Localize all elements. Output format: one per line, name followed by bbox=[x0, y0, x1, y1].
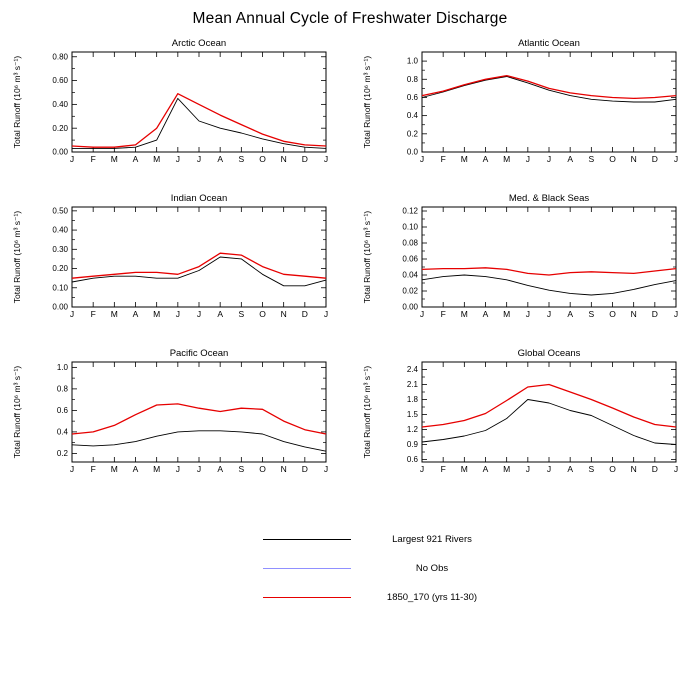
svg-text:A: A bbox=[217, 464, 224, 474]
svg-text:A: A bbox=[482, 464, 489, 474]
svg-text:0.10: 0.10 bbox=[402, 222, 418, 232]
legend-label-largest-rivers: Largest 921 Rivers bbox=[392, 534, 472, 545]
svg-text:M: M bbox=[110, 154, 118, 164]
svg-text:D: D bbox=[651, 464, 658, 474]
svg-text:0.0: 0.0 bbox=[406, 147, 418, 157]
svg-text:M: M bbox=[110, 464, 118, 474]
svg-text:M: M bbox=[153, 154, 161, 164]
svg-text:0.50: 0.50 bbox=[52, 206, 68, 216]
svg-text:M: M bbox=[503, 464, 511, 474]
svg-text:0.20: 0.20 bbox=[52, 123, 68, 133]
svg-text:J: J bbox=[673, 154, 679, 164]
svg-text:J: J bbox=[419, 464, 425, 474]
chart-panel-med-black-seas bbox=[358, 191, 692, 334]
svg-text:S: S bbox=[238, 154, 245, 164]
svg-text:D: D bbox=[301, 464, 308, 474]
svg-text:A: A bbox=[132, 309, 139, 319]
svg-text:N: N bbox=[280, 309, 287, 319]
svg-text:M: M bbox=[110, 309, 118, 319]
svg-text:J: J bbox=[323, 309, 329, 319]
svg-text:M: M bbox=[460, 309, 468, 319]
svg-text:S: S bbox=[588, 309, 595, 319]
svg-text:J: J bbox=[546, 464, 552, 474]
svg-text:J: J bbox=[69, 464, 75, 474]
legend-label-no-obs: No Obs bbox=[415, 563, 449, 574]
chart-arctic-ocean bbox=[8, 36, 342, 174]
svg-text:J: J bbox=[323, 464, 329, 474]
svg-text:N: N bbox=[630, 309, 637, 319]
svg-text:F: F bbox=[90, 154, 96, 164]
svg-text:Total Runoff (10⁶ m³ s⁻¹): Total Runoff (10⁶ m³ s⁻¹) bbox=[362, 55, 372, 149]
svg-text:0.02: 0.02 bbox=[402, 286, 418, 296]
svg-text:0.60: 0.60 bbox=[52, 76, 68, 86]
chart-panel-indian-ocean bbox=[8, 191, 342, 334]
svg-text:F: F bbox=[90, 464, 96, 474]
svg-text:S: S bbox=[238, 464, 245, 474]
svg-text:J: J bbox=[323, 154, 329, 164]
svg-text:J: J bbox=[69, 309, 75, 319]
svg-text:A: A bbox=[217, 154, 224, 164]
svg-text:Pacific Ocean: Pacific Ocean bbox=[169, 348, 229, 359]
svg-text:J: J bbox=[673, 309, 679, 319]
svg-text:Med. & Black Seas: Med. & Black Seas bbox=[508, 193, 590, 204]
svg-text:0.30: 0.30 bbox=[52, 244, 68, 254]
svg-text:Indian Ocean: Indian Ocean bbox=[170, 193, 228, 204]
svg-text:0.00: 0.00 bbox=[402, 302, 418, 312]
svg-text:1.5: 1.5 bbox=[406, 410, 418, 420]
svg-text:0.6: 0.6 bbox=[406, 93, 418, 103]
svg-text:F: F bbox=[440, 154, 446, 164]
svg-text:1.8: 1.8 bbox=[406, 395, 418, 405]
svg-text:0.20: 0.20 bbox=[52, 264, 68, 274]
svg-text:O: O bbox=[609, 309, 616, 319]
svg-text:A: A bbox=[132, 464, 139, 474]
svg-text:0.10: 0.10 bbox=[52, 283, 68, 293]
svg-text:D: D bbox=[301, 154, 308, 164]
svg-text:M: M bbox=[460, 154, 468, 164]
svg-text:J: J bbox=[525, 309, 530, 319]
chart-indian-ocean bbox=[8, 191, 342, 329]
svg-text:N: N bbox=[280, 464, 287, 474]
svg-text:J: J bbox=[419, 154, 425, 164]
svg-text:J: J bbox=[196, 154, 202, 164]
svg-text:Atlantic Ocean: Atlantic Ocean bbox=[518, 38, 580, 49]
svg-text:0.4: 0.4 bbox=[56, 427, 68, 437]
svg-text:M: M bbox=[503, 309, 511, 319]
svg-text:A: A bbox=[482, 309, 489, 319]
legend-row-model-run bbox=[263, 583, 700, 612]
svg-text:O: O bbox=[609, 154, 616, 164]
svg-text:Arctic Ocean: Arctic Ocean bbox=[171, 38, 227, 49]
svg-text:F: F bbox=[440, 309, 446, 319]
legend-label-model-run: 1850_170 (yrs 11-30) bbox=[386, 592, 478, 603]
svg-text:F: F bbox=[440, 464, 446, 474]
svg-text:0.2: 0.2 bbox=[56, 448, 68, 458]
svg-text:0.06: 0.06 bbox=[402, 254, 418, 264]
svg-text:M: M bbox=[460, 464, 468, 474]
svg-text:0.08: 0.08 bbox=[402, 238, 418, 248]
svg-text:J: J bbox=[673, 464, 679, 474]
svg-text:F: F bbox=[90, 309, 96, 319]
svg-text:O: O bbox=[609, 464, 616, 474]
svg-text:J: J bbox=[175, 464, 180, 474]
svg-text:0.80: 0.80 bbox=[52, 52, 68, 62]
svg-text:J: J bbox=[419, 309, 425, 319]
legend-line-black bbox=[263, 539, 351, 540]
svg-text:0.40: 0.40 bbox=[52, 99, 68, 109]
svg-text:A: A bbox=[567, 309, 574, 319]
chart-med-black-seas bbox=[358, 191, 692, 329]
chart-pacific-ocean bbox=[8, 346, 342, 484]
svg-text:M: M bbox=[503, 154, 511, 164]
svg-text:1.0: 1.0 bbox=[406, 56, 418, 66]
svg-text:J: J bbox=[546, 309, 552, 319]
svg-text:J: J bbox=[175, 154, 180, 164]
svg-text:Total Runoff (10⁶ m³ s⁻¹): Total Runoff (10⁶ m³ s⁻¹) bbox=[362, 210, 372, 304]
svg-text:A: A bbox=[567, 464, 574, 474]
svg-text:M: M bbox=[153, 309, 161, 319]
figure-title: Mean Annual Cycle of Freshwater Discharge bbox=[192, 10, 508, 27]
svg-text:J: J bbox=[196, 464, 202, 474]
charts-grid bbox=[0, 36, 700, 489]
svg-text:A: A bbox=[482, 154, 489, 164]
svg-text:J: J bbox=[525, 154, 530, 164]
svg-text:J: J bbox=[525, 464, 530, 474]
svg-text:Global Oceans: Global Oceans bbox=[517, 348, 581, 359]
svg-text:A: A bbox=[567, 154, 574, 164]
svg-text:N: N bbox=[280, 154, 287, 164]
svg-text:J: J bbox=[175, 309, 180, 319]
svg-text:0.6: 0.6 bbox=[406, 455, 418, 465]
svg-text:J: J bbox=[69, 154, 75, 164]
chart-panel-global-oceans bbox=[358, 346, 692, 489]
svg-text:Total Runoff (10⁶ m³ s⁻¹): Total Runoff (10⁶ m³ s⁻¹) bbox=[12, 365, 22, 459]
svg-text:O: O bbox=[259, 464, 266, 474]
svg-text:A: A bbox=[132, 154, 139, 164]
svg-text:O: O bbox=[259, 154, 266, 164]
svg-text:0.8: 0.8 bbox=[56, 384, 68, 394]
svg-text:N: N bbox=[630, 154, 637, 164]
svg-text:N: N bbox=[630, 464, 637, 474]
svg-text:0.00: 0.00 bbox=[52, 302, 68, 312]
svg-text:0.9: 0.9 bbox=[406, 440, 418, 450]
chart-panel-pacific-ocean bbox=[8, 346, 342, 489]
legend-line-blue bbox=[263, 568, 351, 570]
svg-text:0.12: 0.12 bbox=[402, 206, 418, 216]
svg-text:0.00: 0.00 bbox=[52, 147, 68, 157]
svg-text:Total Runoff (10⁶ m³ s⁻¹): Total Runoff (10⁶ m³ s⁻¹) bbox=[362, 365, 372, 459]
svg-text:A: A bbox=[217, 309, 224, 319]
legend-row-no-obs bbox=[263, 554, 700, 583]
svg-text:S: S bbox=[238, 309, 245, 319]
svg-text:0.4: 0.4 bbox=[406, 111, 418, 121]
svg-text:0.2: 0.2 bbox=[406, 129, 418, 139]
svg-text:S: S bbox=[588, 154, 595, 164]
svg-text:Total Runoff (10⁶ m³ s⁻¹): Total Runoff (10⁶ m³ s⁻¹) bbox=[12, 55, 22, 149]
legend-row-largest-rivers bbox=[263, 525, 700, 554]
svg-text:0.8: 0.8 bbox=[406, 74, 418, 84]
legend bbox=[263, 525, 700, 612]
svg-text:D: D bbox=[301, 309, 308, 319]
chart-atlantic-ocean bbox=[358, 36, 692, 174]
svg-text:M: M bbox=[153, 464, 161, 474]
svg-text:1.2: 1.2 bbox=[406, 425, 418, 435]
legend-line-red bbox=[263, 597, 351, 599]
svg-text:2.1: 2.1 bbox=[406, 380, 418, 390]
svg-text:1.0: 1.0 bbox=[56, 362, 68, 372]
svg-text:0.6: 0.6 bbox=[56, 405, 68, 415]
svg-text:0.40: 0.40 bbox=[52, 225, 68, 235]
chart-global-oceans bbox=[358, 346, 692, 484]
svg-text:Total Runoff (10⁶ m³ s⁻¹): Total Runoff (10⁶ m³ s⁻¹) bbox=[12, 210, 22, 304]
svg-text:J: J bbox=[196, 309, 202, 319]
chart-panel-atlantic-ocean bbox=[358, 36, 692, 179]
svg-text:2.4: 2.4 bbox=[406, 365, 418, 375]
svg-text:O: O bbox=[259, 309, 266, 319]
svg-text:S: S bbox=[588, 464, 595, 474]
chart-panel-arctic-ocean bbox=[8, 36, 342, 179]
svg-text:D: D bbox=[651, 309, 658, 319]
svg-text:0.04: 0.04 bbox=[402, 270, 418, 280]
svg-text:D: D bbox=[651, 154, 658, 164]
svg-text:J: J bbox=[546, 154, 552, 164]
